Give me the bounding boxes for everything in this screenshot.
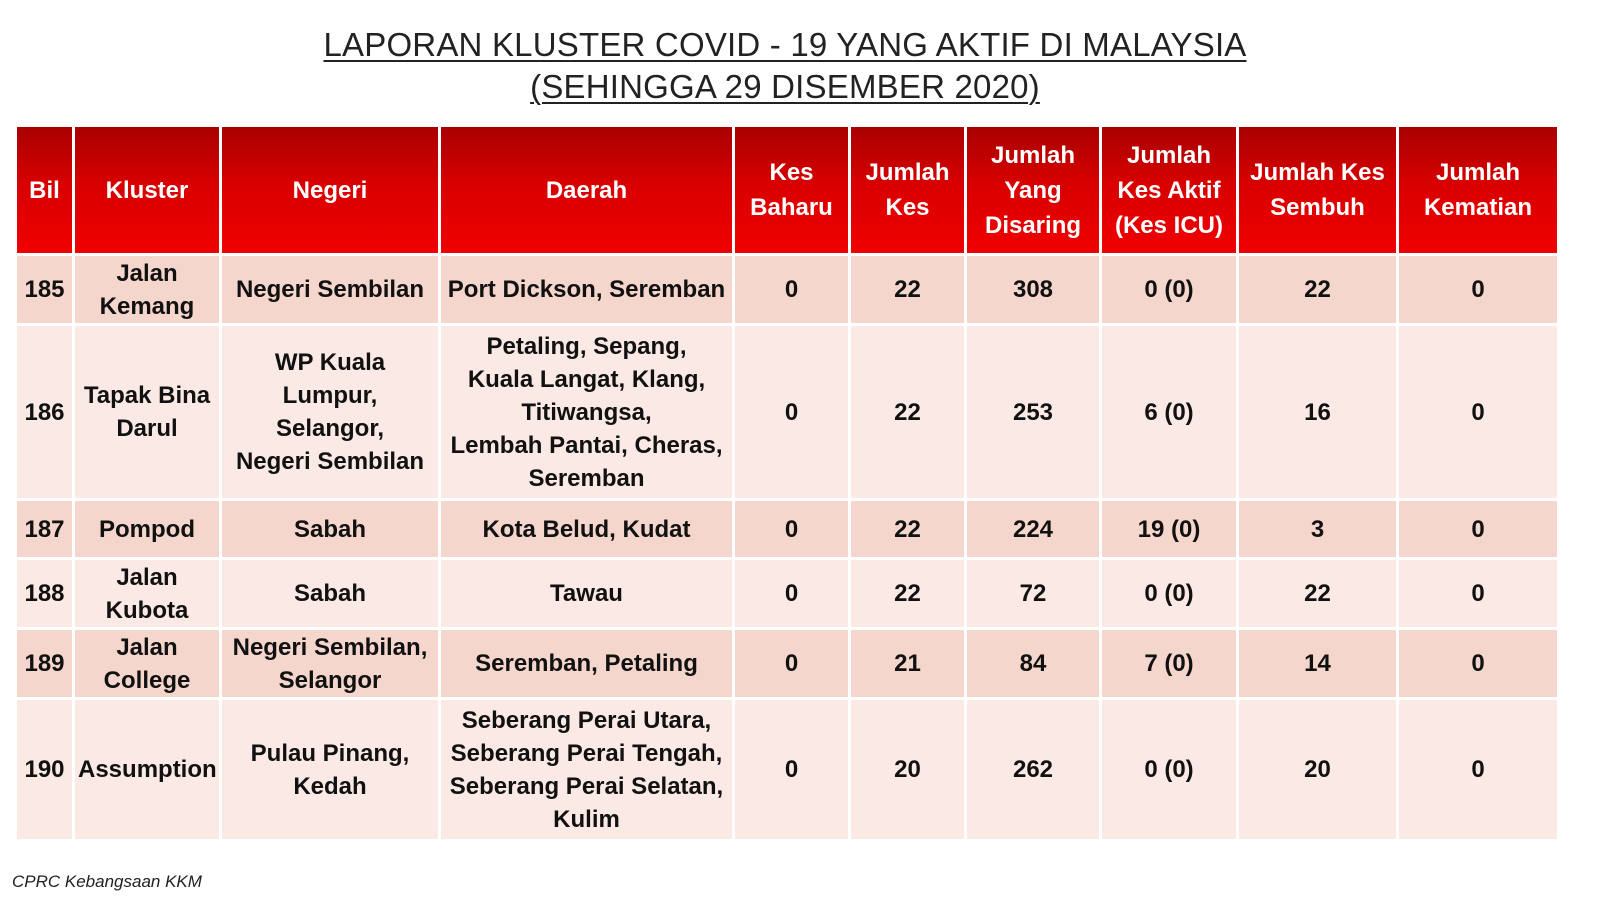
cell-bil: 187 <box>17 501 72 557</box>
cell-disaring: 72 <box>967 560 1099 627</box>
cell-jumlah-kes: 22 <box>851 256 964 323</box>
header-kes-aktif: Jumlah Kes Aktif (Kes ICU) <box>1102 127 1236 253</box>
cell-negeri: WP Kuala Lumpur, Selangor, Negeri Sembilan <box>222 326 438 498</box>
cell-kes-baharu: 0 <box>735 256 848 323</box>
title-line-1: LAPORAN KLUSTER COVID - 19 YANG AKTIF DI MALAYSIA <box>323 26 1247 63</box>
cell-negeri: Sabah <box>222 560 438 627</box>
table-row <box>17 700 1557 839</box>
cell-kematian: 0 <box>1399 501 1557 557</box>
cell-disaring: 308 <box>967 256 1099 323</box>
cell-kluster: Assumption <box>75 700 219 839</box>
cell-kes-aktif: 7 (0) <box>1102 630 1236 697</box>
table-row <box>17 326 1557 498</box>
table-row <box>17 630 1557 697</box>
cell-sembuh: 3 <box>1239 501 1396 557</box>
cell-bil: 188 <box>17 560 72 627</box>
cell-kes-baharu: 0 <box>735 326 848 498</box>
cell-daerah: Kota Belud, Kudat <box>441 501 732 557</box>
cell-kes-baharu: 0 <box>735 501 848 557</box>
cell-daerah: Seberang Perai Utara, Seberang Perai Tengah, Seberang Perai Selatan, Kulim <box>441 700 732 839</box>
table-row <box>17 256 1557 323</box>
header-jumlah-disaring: Jumlah Yang Disaring <box>967 127 1099 253</box>
cell-negeri: Negeri Sembilan, Selangor <box>222 630 438 697</box>
cell-sembuh: 16 <box>1239 326 1396 498</box>
cell-negeri: Negeri Sembilan <box>222 256 438 323</box>
cell-negeri: Pulau Pinang, Kedah <box>222 700 438 839</box>
cell-kematian: 0 <box>1399 560 1557 627</box>
cell-jumlah-kes: 22 <box>851 501 964 557</box>
cluster-report-table <box>14 124 1560 842</box>
cell-jumlah-kes: 22 <box>851 326 964 498</box>
header-kematian: Jumlah Kematian <box>1399 127 1557 253</box>
header-kes-baharu: Kes Baharu <box>735 127 848 253</box>
cell-kes-aktif: 0 (0) <box>1102 700 1236 839</box>
cell-daerah: Tawau <box>441 560 732 627</box>
cell-kluster: Jalan Kemang <box>75 256 219 323</box>
cell-kes-aktif: 19 (0) <box>1102 501 1236 557</box>
header-kes-sembuh: Jumlah Kes Sembuh <box>1239 127 1396 253</box>
cell-disaring: 253 <box>967 326 1099 498</box>
cell-bil: 190 <box>17 700 72 839</box>
cell-bil: 186 <box>17 326 72 498</box>
cell-daerah: Seremban, Petaling <box>441 630 732 697</box>
title-line-2: (SEHINGGA 29 DISEMBER 2020) <box>530 68 1040 105</box>
cell-sembuh: 20 <box>1239 700 1396 839</box>
cell-kluster: Tapak Bina Darul <box>75 326 219 498</box>
table-row <box>17 501 1557 557</box>
header-jumlah-kes: Jumlah Kes <box>851 127 964 253</box>
table-row <box>17 560 1557 627</box>
cell-jumlah-kes: 22 <box>851 560 964 627</box>
cell-kematian: 0 <box>1399 256 1557 323</box>
cell-jumlah-kes: 20 <box>851 700 964 839</box>
source-footer: CPRC Kebangsaan KKM <box>12 872 202 891</box>
cell-kluster: Jalan Kubota <box>75 560 219 627</box>
header-daerah: Daerah <box>441 127 732 253</box>
report-title <box>0 24 1570 108</box>
cell-negeri: Sabah <box>222 501 438 557</box>
cell-kes-baharu: 0 <box>735 700 848 839</box>
cell-disaring: 262 <box>967 700 1099 839</box>
cell-kluster: Jalan College <box>75 630 219 697</box>
cell-sembuh: 22 <box>1239 256 1396 323</box>
header-kluster: Kluster <box>75 127 219 253</box>
cell-kes-aktif: 0 (0) <box>1102 256 1236 323</box>
cell-kluster: Pompod <box>75 501 219 557</box>
cell-kes-aktif: 6 (0) <box>1102 326 1236 498</box>
cell-bil: 185 <box>17 256 72 323</box>
cell-sembuh: 22 <box>1239 560 1396 627</box>
cell-disaring: 84 <box>967 630 1099 697</box>
cell-disaring: 224 <box>967 501 1099 557</box>
cell-kes-baharu: 0 <box>735 630 848 697</box>
cell-kematian: 0 <box>1399 630 1557 697</box>
cell-kes-aktif: 0 (0) <box>1102 560 1236 627</box>
cell-daerah: Petaling, Sepang, Kuala Langat, Klang, Titiwangsa, Lembah Pantai, Cheras, Seremban <box>441 326 732 498</box>
cell-kematian: 0 <box>1399 700 1557 839</box>
cell-bil: 189 <box>17 630 72 697</box>
header-bil: Bil <box>17 127 72 253</box>
table-header-row <box>17 127 1557 253</box>
cell-kematian: 0 <box>1399 326 1557 498</box>
header-negeri: Negeri <box>222 127 438 253</box>
cell-jumlah-kes: 21 <box>851 630 964 697</box>
cell-daerah: Port Dickson, Seremban <box>441 256 732 323</box>
cell-kes-baharu: 0 <box>735 560 848 627</box>
cell-sembuh: 14 <box>1239 630 1396 697</box>
